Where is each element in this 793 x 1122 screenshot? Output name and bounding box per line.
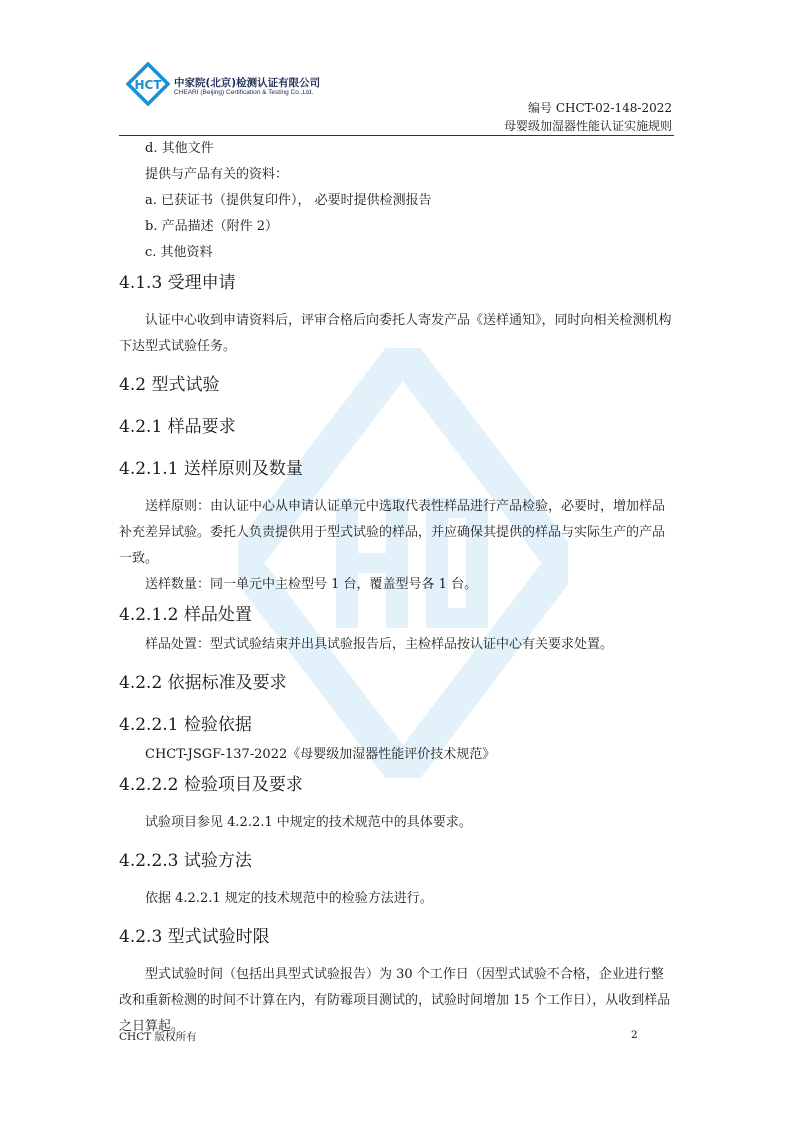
heading-4-2-1: 4.2.1 样品要求 [119, 417, 236, 437]
heading-4-2-2-2: 4.2.2.2 检验项目及要求 [119, 775, 303, 795]
doc-title: 母婴级加湿器性能认证实施规则 [503, 119, 672, 133]
list-item-b: b. 产品描述（附件 2） [145, 219, 278, 234]
paragraph-4-2-1-1-a: 送样原则：由认证中心从申请认证单元中选取代表性样品进行产品检验，必要时，增加样品补充差异试验。委托人负责提供用于型式试验的样品，并应确保其提供的样品与实际生产的产品一致。 [119, 499, 666, 566]
paragraph-4-2-2-2: 试验项目参见 4.2.2.1 中规定的技术规范中的具体要求。 [145, 815, 472, 830]
heading-4-2: 4.2 型式试验 [119, 375, 220, 395]
org-name-cn: 中家院(北京)检测认证有限公司 [174, 77, 321, 89]
paragraph-4-2-3: 型式试验时间（包括出具型式试验报告）为 30 个工作日（因型式试验不合格，企业进行整改和重新检测的时间不计算在内，有防霉项目测试的，试验时间增加 15 个工作日），从收到样品之日算起。 [119, 967, 671, 1034]
heading-4-2-3: 4.2.3 型式试验时限 [119, 927, 270, 947]
heading-4-2-2-3: 4.2.2.3 试验方法 [119, 851, 252, 871]
hct-logo-icon [126, 62, 170, 106]
footer-copyright: CHCT 版权所有 [119, 1031, 197, 1043]
paragraph-4-2-1-2: 样品处置：型式试验结束并出具试验报告后，主检样品按认证中心有关要求处置。 [145, 637, 614, 652]
list-item-d: d. 其他文件 [145, 141, 214, 156]
svg-text:HCT: HCT [134, 78, 162, 92]
doc-number: 编号 CHCT-02-148-2022 [528, 101, 672, 115]
heading-4-2-1-2: 4.2.1.2 样品处置 [119, 605, 252, 625]
list-item-c: c. 其他资料 [145, 245, 213, 260]
heading-4-2-2-1: 4.2.2.1 检验依据 [119, 715, 252, 735]
document-body [119, 136, 675, 1040]
heading-4-2-1-1: 4.2.1.1 送样原则及数量 [119, 459, 303, 479]
org-name-en: CHEARI (Beijing) Certification & Testing Co.,Ltd. [174, 89, 314, 96]
paragraph-4-2-1-1-b: 送样数量：同一单元中主检型号 1 台，覆盖型号各 1 台。 [145, 577, 478, 592]
list-item-a: a. 已获证书（提供复印件）， 必要时提供检测报告 [145, 193, 432, 208]
heading-4-1-3: 4.1.3 受理申请 [119, 273, 236, 293]
paragraph-4-2-2-3: 依据 4.2.2.1 规定的技术规范中的检验方法进行。 [145, 891, 433, 906]
paragraph-4-2-2-1: CHCT-JSGF-137-2022《母婴级加湿器性能评价技术规范》 [145, 747, 496, 762]
heading-4-2-2: 4.2.2 依据标准及要求 [119, 673, 287, 693]
provide-intro: 提供与产品有关的资料： [145, 167, 289, 182]
page-number: 2 [631, 1029, 638, 1041]
paragraph-4-1-3: 认证中心收到申请资料后，评审合格后向委托人寄发产品《送样通知》，同时向相关检测机构下达型式试验任务。 [119, 313, 672, 354]
